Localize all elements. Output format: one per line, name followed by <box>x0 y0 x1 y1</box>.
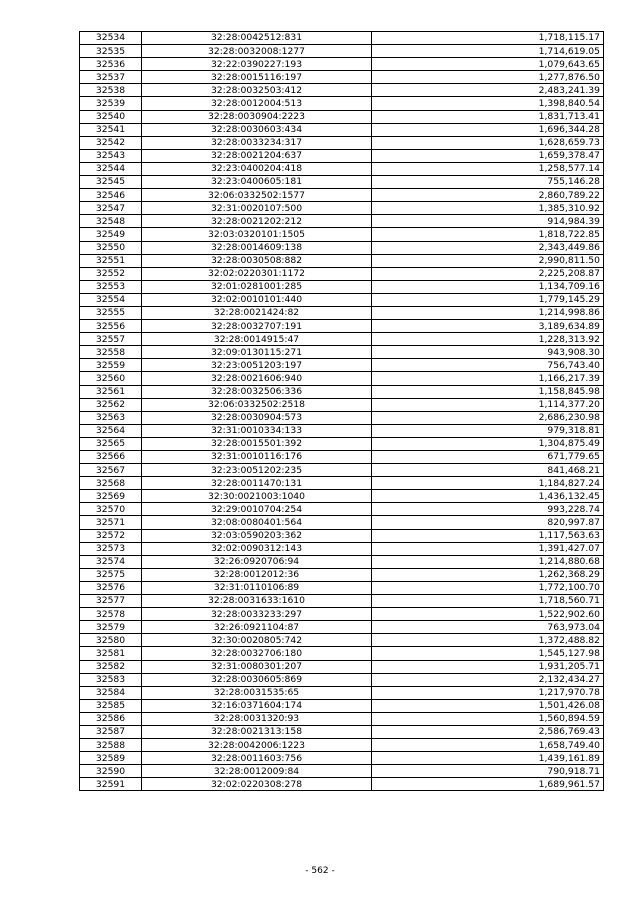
cadastral-number-cell: 32:28:0033233:297 <box>142 608 372 621</box>
table-row <box>80 503 604 516</box>
table-row <box>80 411 604 424</box>
row-number-cell: 32538 <box>80 84 142 97</box>
cadastral-number-cell: 32:28:0021204:637 <box>142 149 372 162</box>
amount-cell: 1,545,127.98 <box>372 647 604 660</box>
table-row <box>80 608 604 621</box>
table-row <box>80 228 604 241</box>
table-row <box>80 320 604 333</box>
row-number-cell: 32575 <box>80 568 142 581</box>
amount-cell: 2,990,811.50 <box>372 254 604 267</box>
amount-cell: 1,831,713.41 <box>372 110 604 123</box>
table-row <box>80 529 604 542</box>
table-row <box>80 712 604 725</box>
amount-cell: 1,689,961.57 <box>372 778 604 791</box>
amount-cell: 763,973.04 <box>372 621 604 634</box>
cadastral-number-cell: 32:28:0032706:180 <box>142 647 372 660</box>
cadastral-number-cell: 32:31:0080301:207 <box>142 660 372 673</box>
cadastral-number-cell: 32:28:0031320:93 <box>142 712 372 725</box>
row-number-cell: 32547 <box>80 202 142 215</box>
row-number-cell: 32584 <box>80 686 142 699</box>
row-number-cell: 32581 <box>80 647 142 660</box>
cadastral-number-cell: 32:22:0390227:193 <box>142 58 372 71</box>
table-row <box>80 739 604 752</box>
cadastral-number-cell: 32:28:0011470:131 <box>142 477 372 490</box>
amount-cell: 1,258,577.14 <box>372 162 604 175</box>
table-row <box>80 280 604 293</box>
row-number-cell: 32557 <box>80 333 142 346</box>
cadastral-number-cell: 32:01:0281001:285 <box>142 280 372 293</box>
row-number-cell: 32536 <box>80 58 142 71</box>
data-table <box>79 31 604 791</box>
row-number-cell: 32541 <box>80 123 142 136</box>
table-row <box>80 477 604 490</box>
cadastral-number-cell: 32:23:0400204:418 <box>142 162 372 175</box>
cadastral-number-cell: 32:28:0012012:36 <box>142 568 372 581</box>
table-row <box>80 71 604 84</box>
cadastral-number-cell: 32:28:0032008:1277 <box>142 45 372 58</box>
table-row <box>80 306 604 319</box>
cadastral-number-cell: 32:28:0030603:434 <box>142 123 372 136</box>
row-number-cell: 32540 <box>80 110 142 123</box>
cadastral-number-cell: 32:28:0031633:1610 <box>142 595 372 608</box>
amount-cell: 1,166,217.39 <box>372 372 604 385</box>
table-row <box>80 647 604 660</box>
amount-cell: 1,439,161.89 <box>372 752 604 765</box>
table-row <box>80 778 604 791</box>
amount-cell: 1,659,378.47 <box>372 149 604 162</box>
amount-cell: 1,696,344.28 <box>372 123 604 136</box>
cadastral-number-cell: 32:28:0021202:212 <box>142 215 372 228</box>
cadastral-number-cell: 32:29:0010704:254 <box>142 503 372 516</box>
row-number-cell: 32539 <box>80 97 142 110</box>
amount-cell: 993,228.74 <box>372 503 604 516</box>
table-body <box>80 32 604 791</box>
table-row <box>80 621 604 634</box>
amount-cell: 1,772,100.70 <box>372 581 604 594</box>
cadastral-number-cell: 32:28:0012004:513 <box>142 97 372 110</box>
cadastral-number-cell: 32:02:0010101:440 <box>142 293 372 306</box>
cadastral-number-cell: 32:06:0332502:1577 <box>142 189 372 202</box>
row-number-cell: 32534 <box>80 32 142 45</box>
amount-cell: 841,468.21 <box>372 464 604 477</box>
table-row <box>80 333 604 346</box>
amount-cell: 1,931,205.71 <box>372 660 604 673</box>
amount-cell: 1,134,709.16 <box>372 280 604 293</box>
row-number-cell: 32543 <box>80 149 142 162</box>
cadastral-number-cell: 32:28:0014915:47 <box>142 333 372 346</box>
cadastral-number-cell: 32:28:0032503:412 <box>142 84 372 97</box>
row-number-cell: 32589 <box>80 752 142 765</box>
table-row <box>80 359 604 372</box>
table-row <box>80 123 604 136</box>
amount-cell: 1,779,145.29 <box>372 293 604 306</box>
table-row <box>80 765 604 778</box>
table-row <box>80 568 604 581</box>
row-number-cell: 32542 <box>80 136 142 149</box>
row-number-cell: 32591 <box>80 778 142 791</box>
cadastral-number-cell: 32:23:0400605:181 <box>142 176 372 189</box>
row-number-cell: 32554 <box>80 293 142 306</box>
row-number-cell: 32586 <box>80 712 142 725</box>
row-number-cell: 32551 <box>80 254 142 267</box>
amount-cell: 943,908.30 <box>372 346 604 359</box>
amount-cell: 979,318.81 <box>372 424 604 437</box>
cadastral-number-cell: 32:28:0032506:336 <box>142 385 372 398</box>
amount-cell: 820,997.87 <box>372 516 604 529</box>
table-row <box>80 555 604 568</box>
row-number-cell: 32569 <box>80 490 142 503</box>
table-row <box>80 464 604 477</box>
table-row <box>80 437 604 450</box>
table-row <box>80 84 604 97</box>
cadastral-number-cell: 32:31:0010116:176 <box>142 451 372 464</box>
cadastral-number-cell: 32:08:0080401:564 <box>142 516 372 529</box>
amount-cell: 1,228,313.92 <box>372 333 604 346</box>
cadastral-number-cell: 32:06:0332502:2518 <box>142 398 372 411</box>
row-number-cell: 32558 <box>80 346 142 359</box>
table-row <box>80 162 604 175</box>
cadastral-number-cell: 32:26:0920706:94 <box>142 555 372 568</box>
amount-cell: 1,522,902.60 <box>372 608 604 621</box>
cadastral-number-cell: 32:30:0021003:1040 <box>142 490 372 503</box>
table-row <box>80 149 604 162</box>
cadastral-number-cell: 32:26:0921104:87 <box>142 621 372 634</box>
cadastral-number-cell: 32:16:0371604:174 <box>142 699 372 712</box>
table-row <box>80 372 604 385</box>
amount-cell: 2,686,230.98 <box>372 411 604 424</box>
row-number-cell: 32588 <box>80 739 142 752</box>
row-number-cell: 32556 <box>80 320 142 333</box>
cadastral-number-cell: 32:31:0010334:133 <box>142 424 372 437</box>
amount-cell: 1,628,659.73 <box>372 136 604 149</box>
amount-cell: 790,918.71 <box>372 765 604 778</box>
table-row <box>80 215 604 228</box>
table-row <box>80 346 604 359</box>
row-number-cell: 32566 <box>80 451 142 464</box>
row-number-cell: 32572 <box>80 529 142 542</box>
row-number-cell: 32552 <box>80 267 142 280</box>
row-number-cell: 32550 <box>80 241 142 254</box>
cadastral-number-cell: 32:09:0130115:271 <box>142 346 372 359</box>
cadastral-number-cell: 32:30:0020805:742 <box>142 634 372 647</box>
table-row <box>80 752 604 765</box>
cadastral-number-cell: 32:28:0042006:1223 <box>142 739 372 752</box>
cadastral-number-cell: 32:28:0015116:197 <box>142 71 372 84</box>
cadastral-number-cell: 32:28:0021313:158 <box>142 725 372 738</box>
amount-cell: 2,132,434.27 <box>372 673 604 686</box>
table-row <box>80 110 604 123</box>
cadastral-number-cell: 32:23:0051202:235 <box>142 464 372 477</box>
amount-cell: 1,262,368.29 <box>372 568 604 581</box>
table-row <box>80 293 604 306</box>
cadastral-number-cell: 32:28:0011603:756 <box>142 752 372 765</box>
page-number: - 562 - <box>305 866 335 876</box>
table-row <box>80 45 604 58</box>
amount-cell: 1,385,310.92 <box>372 202 604 215</box>
amount-cell: 2,860,789.22 <box>372 189 604 202</box>
table-row <box>80 202 604 215</box>
table-row <box>80 176 604 189</box>
cadastral-number-cell: 32:31:0020107:500 <box>142 202 372 215</box>
amount-cell: 1,560,894.59 <box>372 712 604 725</box>
amount-cell: 755,146.28 <box>372 176 604 189</box>
table-row <box>80 451 604 464</box>
table-row <box>80 542 604 555</box>
table-row <box>80 673 604 686</box>
row-number-cell: 32573 <box>80 542 142 555</box>
amount-cell: 1,718,560.71 <box>372 595 604 608</box>
cadastral-number-cell: 32:31:0110106:89 <box>142 581 372 594</box>
cadastral-number-cell: 32:28:0015501:392 <box>142 437 372 450</box>
row-number-cell: 32578 <box>80 608 142 621</box>
row-number-cell: 32583 <box>80 673 142 686</box>
row-number-cell: 32560 <box>80 372 142 385</box>
row-number-cell: 32561 <box>80 385 142 398</box>
row-number-cell: 32555 <box>80 306 142 319</box>
row-number-cell: 32567 <box>80 464 142 477</box>
row-number-cell: 32565 <box>80 437 142 450</box>
amount-cell: 756,743.40 <box>372 359 604 372</box>
cadastral-number-cell: 32:28:0033234:317 <box>142 136 372 149</box>
row-number-cell: 32582 <box>80 660 142 673</box>
row-number-cell: 32559 <box>80 359 142 372</box>
row-number-cell: 32585 <box>80 699 142 712</box>
cadastral-number-cell: 32:28:0014609:138 <box>142 241 372 254</box>
table-row <box>80 490 604 503</box>
table-row <box>80 595 604 608</box>
amount-cell: 914,984.39 <box>372 215 604 228</box>
amount-cell: 671,779.65 <box>372 451 604 464</box>
row-number-cell: 32574 <box>80 555 142 568</box>
amount-cell: 1,718,115.17 <box>372 32 604 45</box>
amount-cell: 1,398,840.54 <box>372 97 604 110</box>
cadastral-number-cell: 32:28:0032707:191 <box>142 320 372 333</box>
table-row <box>80 581 604 594</box>
table-row <box>80 254 604 267</box>
amount-cell: 1,277,876.50 <box>372 71 604 84</box>
cadastral-number-cell: 32:28:0021424:82 <box>142 306 372 319</box>
row-number-cell: 32570 <box>80 503 142 516</box>
table-row <box>80 97 604 110</box>
row-number-cell: 32537 <box>80 71 142 84</box>
row-number-cell: 32544 <box>80 162 142 175</box>
row-number-cell: 32564 <box>80 424 142 437</box>
amount-cell: 1,117,563.63 <box>372 529 604 542</box>
table-row <box>80 424 604 437</box>
cadastral-number-cell: 32:28:0030904:573 <box>142 411 372 424</box>
table-row <box>80 58 604 71</box>
amount-cell: 2,586,769.43 <box>372 725 604 738</box>
amount-cell: 1,217,970.78 <box>372 686 604 699</box>
row-number-cell: 32577 <box>80 595 142 608</box>
amount-cell: 1,501,426.08 <box>372 699 604 712</box>
amount-cell: 2,343,449.86 <box>372 241 604 254</box>
cadastral-number-cell: 32:28:0042512:831 <box>142 32 372 45</box>
table-row <box>80 189 604 202</box>
table-row <box>80 725 604 738</box>
cadastral-number-cell: 32:02:0220301:1172 <box>142 267 372 280</box>
row-number-cell: 32546 <box>80 189 142 202</box>
table-row <box>80 699 604 712</box>
cadastral-number-cell: 32:28:0030508:882 <box>142 254 372 267</box>
amount-cell: 2,483,241.39 <box>372 84 604 97</box>
amount-cell: 1,214,880.68 <box>372 555 604 568</box>
row-number-cell: 32568 <box>80 477 142 490</box>
row-number-cell: 32548 <box>80 215 142 228</box>
cadastral-number-cell: 32:28:0030605:869 <box>142 673 372 686</box>
amount-cell: 1,818,722.85 <box>372 228 604 241</box>
table-row <box>80 398 604 411</box>
row-number-cell: 32579 <box>80 621 142 634</box>
row-number-cell: 32553 <box>80 280 142 293</box>
row-number-cell: 32563 <box>80 411 142 424</box>
amount-cell: 1,114,377.20 <box>372 398 604 411</box>
amount-cell: 1,714,619.05 <box>372 45 604 58</box>
amount-cell: 1,214,998.86 <box>372 306 604 319</box>
table-row <box>80 136 604 149</box>
amount-cell: 1,304,875.49 <box>372 437 604 450</box>
table-row <box>80 267 604 280</box>
row-number-cell: 32587 <box>80 725 142 738</box>
amount-cell: 1,184,827.24 <box>372 477 604 490</box>
cadastral-number-cell: 32:02:0220308:278 <box>142 778 372 791</box>
amount-cell: 1,391,427.07 <box>372 542 604 555</box>
row-number-cell: 32571 <box>80 516 142 529</box>
amount-cell: 3,189,634.89 <box>372 320 604 333</box>
amount-cell: 1,372,488.82 <box>372 634 604 647</box>
amount-cell: 1,436,132.45 <box>372 490 604 503</box>
cadastral-number-cell: 32:02:0090312:143 <box>142 542 372 555</box>
amount-cell: 1,079,643.65 <box>372 58 604 71</box>
row-number-cell: 32535 <box>80 45 142 58</box>
row-number-cell: 32562 <box>80 398 142 411</box>
amount-cell: 2,225,208.87 <box>372 267 604 280</box>
cadastral-number-cell: 32:23:0051203:197 <box>142 359 372 372</box>
amount-cell: 1,158,845.98 <box>372 385 604 398</box>
cadastral-number-cell: 32:28:0031535:65 <box>142 686 372 699</box>
table-row <box>80 32 604 45</box>
table-row <box>80 241 604 254</box>
row-number-cell: 32549 <box>80 228 142 241</box>
table-row <box>80 516 604 529</box>
table-row <box>80 385 604 398</box>
row-number-cell: 32590 <box>80 765 142 778</box>
row-number-cell: 32580 <box>80 634 142 647</box>
cadastral-number-cell: 32:03:0320101:1505 <box>142 228 372 241</box>
cadastral-number-cell: 32:28:0012009:84 <box>142 765 372 778</box>
row-number-cell: 32576 <box>80 581 142 594</box>
cadastral-number-cell: 32:03:0590203:362 <box>142 529 372 542</box>
cadastral-number-cell: 32:28:0021606:940 <box>142 372 372 385</box>
table-row <box>80 634 604 647</box>
table-row <box>80 660 604 673</box>
cadastral-number-cell: 32:28:0030904:2223 <box>142 110 372 123</box>
table-row <box>80 686 604 699</box>
amount-cell: 1,658,749.40 <box>372 739 604 752</box>
row-number-cell: 32545 <box>80 176 142 189</box>
